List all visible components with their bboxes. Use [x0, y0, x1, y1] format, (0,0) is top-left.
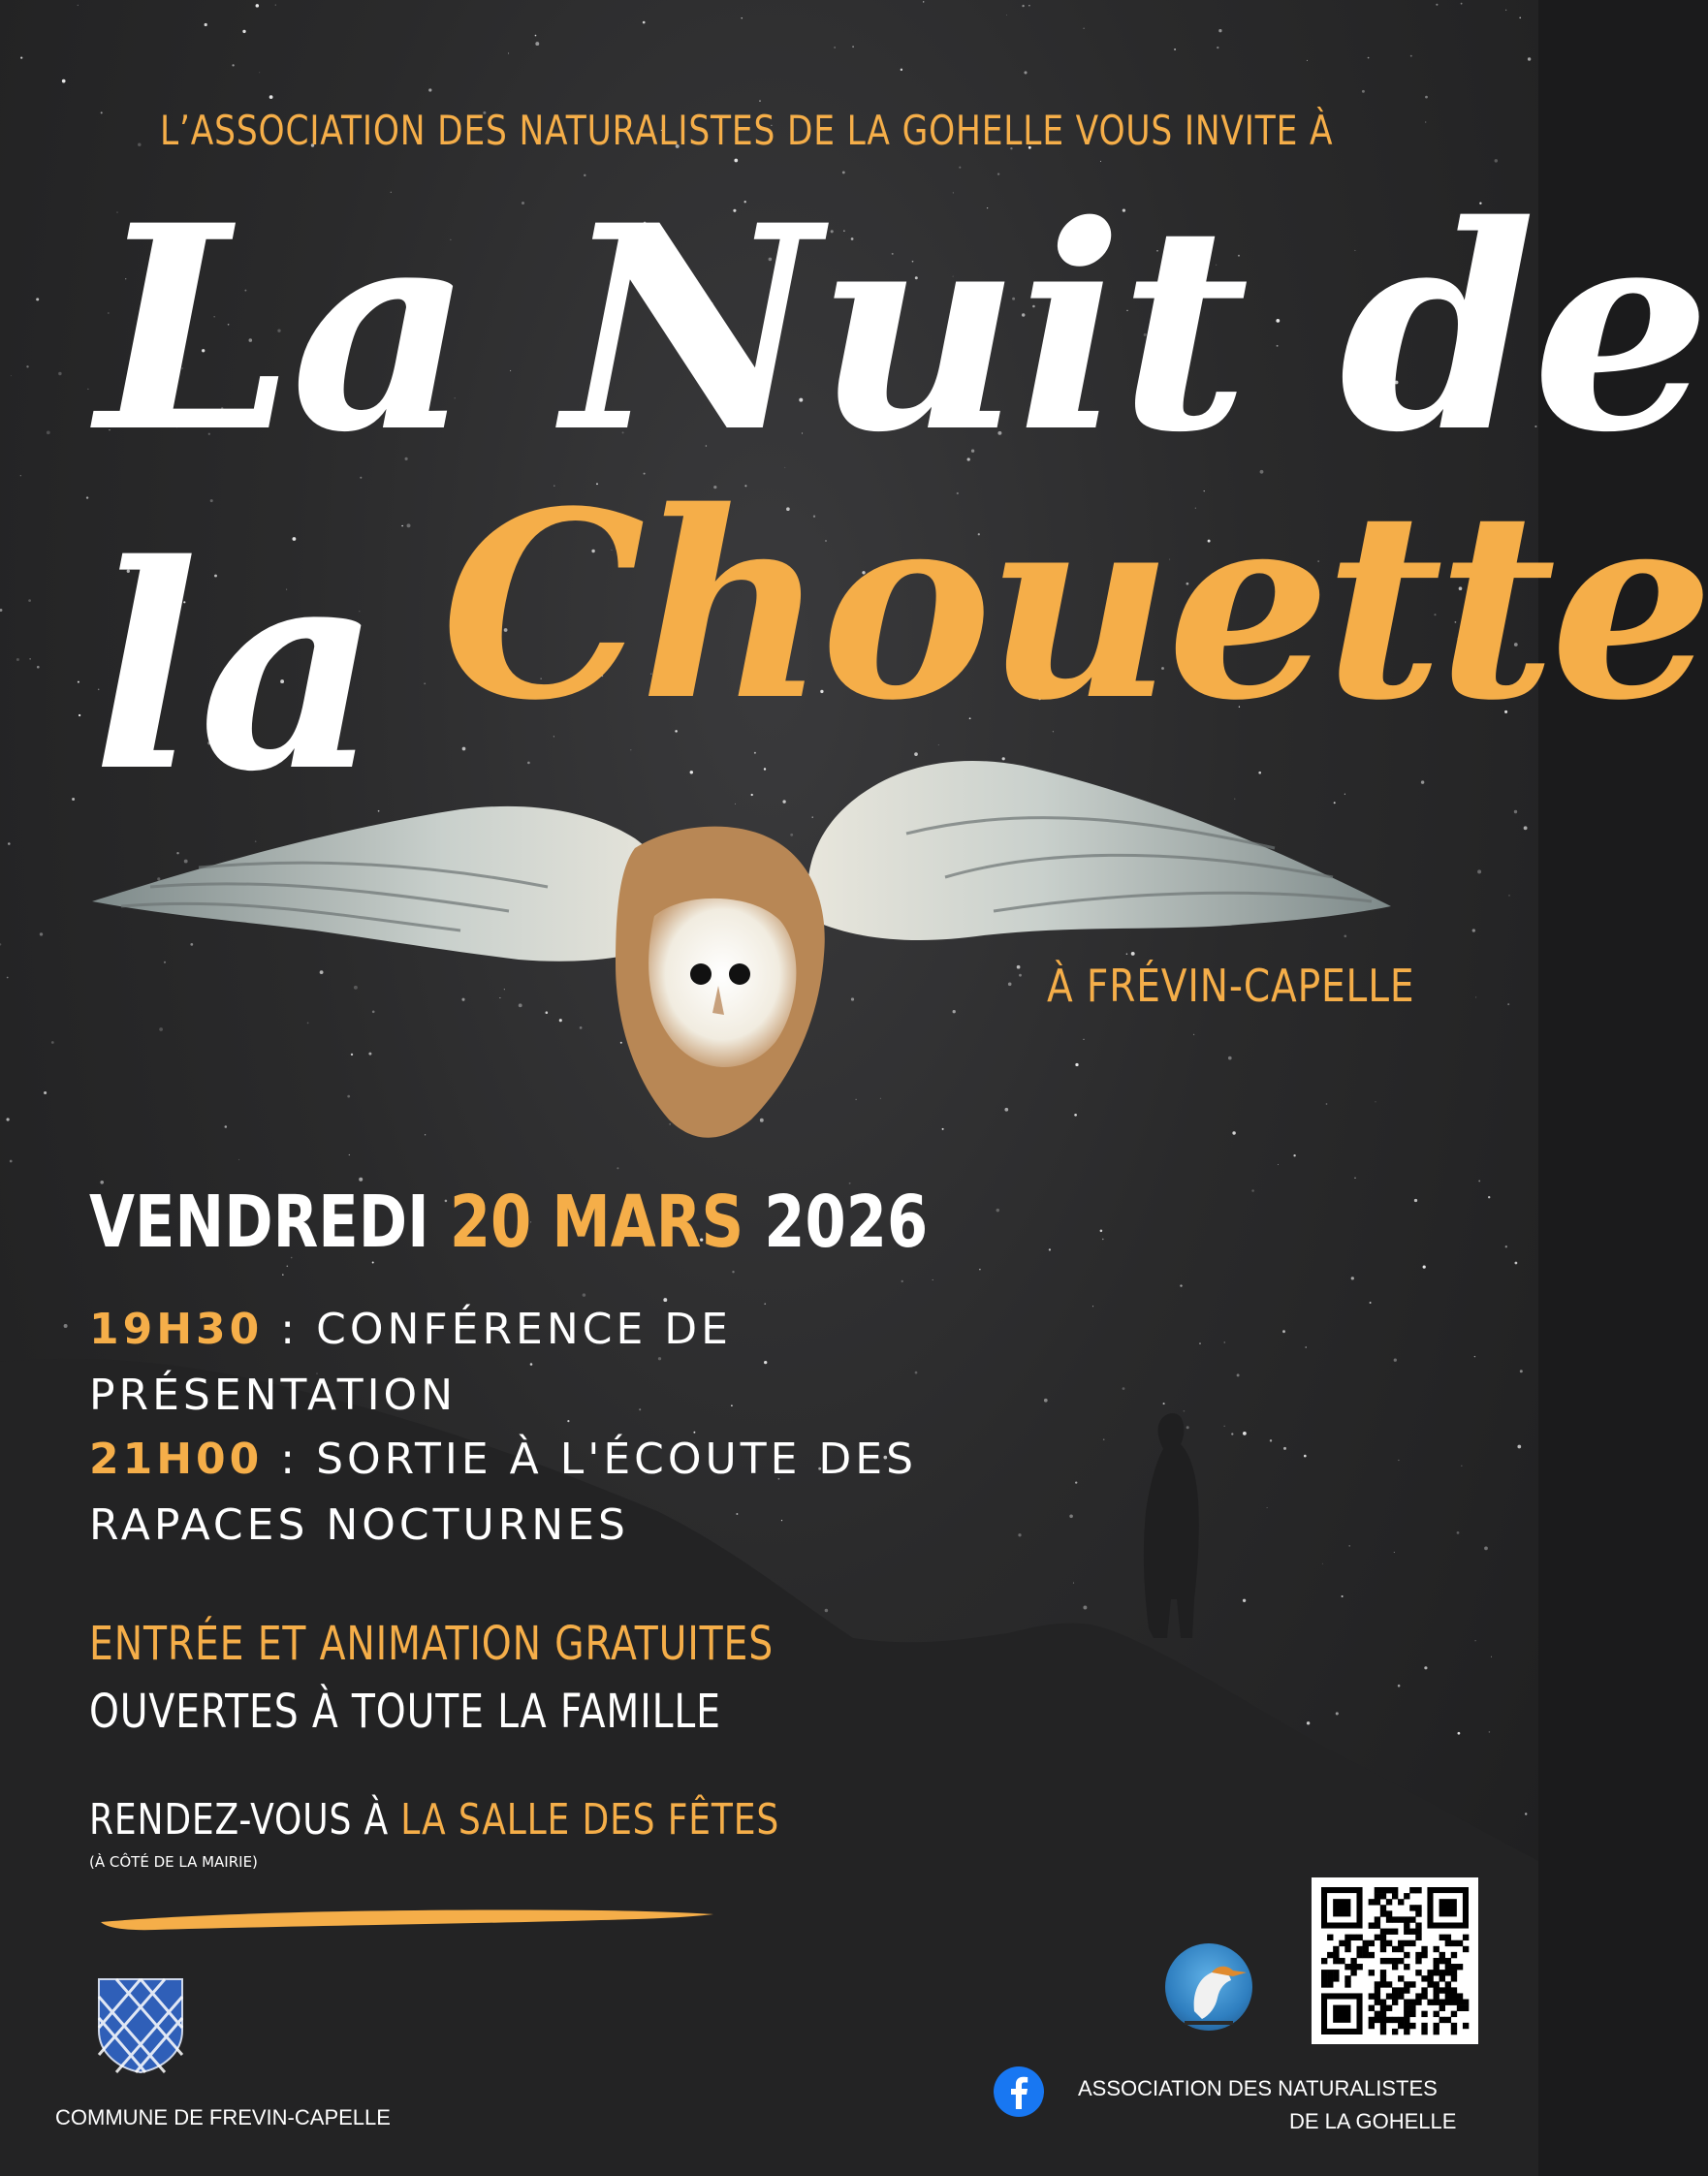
program-text-1: : CONFÉRENCE DE: [263, 1305, 732, 1354]
meeting-prefix: RENDEZ-VOUS À: [89, 1795, 401, 1845]
program-item-2-cont: RAPACES NOCTURNES: [89, 1500, 629, 1550]
event-date: [89, 1181, 928, 1264]
date-year: 2026: [764, 1181, 929, 1264]
kingfisher-icon: [1165, 1943, 1252, 2031]
date-day: VENDREDI: [89, 1181, 429, 1264]
barn-owl-image: [92, 732, 1391, 1168]
location-label: À FRÉVIN-CAPELLE: [1047, 960, 1415, 1012]
program-item-1: [89, 1305, 732, 1354]
program-text-2: : SORTIE À L'ÉCOUTE DES: [263, 1435, 917, 1484]
program-item-2: [89, 1435, 917, 1484]
qr-code[interactable]: [1312, 1877, 1478, 2044]
commune-crest: [97, 1977, 184, 2074]
facebook-icon[interactable]: [994, 2066, 1044, 2117]
title-line-2-orange: Chouette: [441, 456, 1708, 757]
program-item-1-cont: PRÉSENTATION: [89, 1371, 458, 1420]
family-open: OUVERTES À TOUTE LA FAMILLE: [89, 1685, 721, 1739]
meeting-place: [89, 1795, 779, 1845]
invitation-line: L’ASSOCIATION DES NATURALISTES DE LA GOHELLE VOUS INVITE À: [160, 107, 1334, 154]
meeting-note: (À CÔTÉ DE LA MAIRIE): [89, 1853, 258, 1871]
date-day-month: 20 MARS: [449, 1181, 744, 1264]
free-entry: ENTRÉE ET ANIMATION GRATUITES: [89, 1617, 775, 1671]
meeting-venue: LA SALLE DES FÊTES: [400, 1795, 780, 1845]
brush-stroke-divider: [97, 1905, 717, 1934]
program-time-2: 21H00: [89, 1435, 264, 1484]
association-logo: [1165, 1943, 1252, 2031]
title-line-1: La Nuit de: [97, 165, 1708, 494]
title-line-2-white: la: [92, 504, 382, 834]
association-name-line-1: ASSOCIATION DES NATURALISTES: [1078, 2076, 1438, 2100]
program-time-1: 19H30: [89, 1305, 264, 1354]
association-name-line-2: DE LA GOHELLE: [1289, 2109, 1457, 2133]
commune-name: COMMUNE DE FREVIN-CAPELLE: [55, 2105, 391, 2129]
